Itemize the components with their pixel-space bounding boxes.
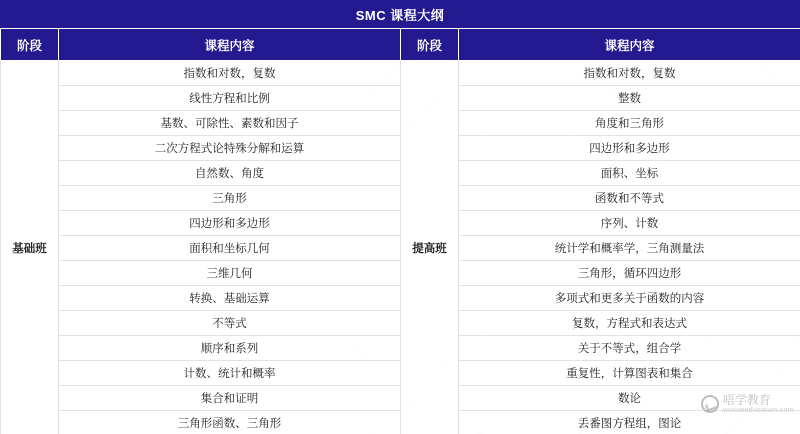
page-title xyxy=(0,0,800,28)
course-item-right: 丢番图方程组，图论 xyxy=(459,411,800,434)
table-row xyxy=(1,386,800,411)
watermark-sub: wuxueeducation.com xyxy=(722,406,794,414)
table-row xyxy=(1,286,800,311)
syllabus-table xyxy=(0,28,800,434)
table-row xyxy=(1,311,800,336)
course-item-right: 关于不等式，组合学 xyxy=(459,336,800,361)
course-item-left: 二次方程式论特殊分解和运算 xyxy=(59,136,401,161)
course-item-right: 重复性，计算图表和集合 xyxy=(459,361,800,386)
stage-cell-advanced: 提高班 xyxy=(401,61,459,434)
header-stage-left: 阶段 xyxy=(1,29,59,61)
course-item-right: 统计学和概率学，三角测量法 xyxy=(459,236,800,261)
table-row xyxy=(1,211,800,236)
course-item-right: 角度和三角形 xyxy=(459,111,800,136)
course-item-right: 复数，方程式和表达式 xyxy=(459,311,800,336)
course-item-left: 面积和坐标几何 xyxy=(59,236,401,261)
page-title-text: SMC 课程大纲 xyxy=(355,7,445,23)
course-item-left: 三维几何 xyxy=(59,261,401,286)
table-row xyxy=(1,236,800,261)
course-item-left: 计数、统计和概率 xyxy=(59,361,401,386)
table-row xyxy=(1,161,800,186)
course-item-left: 三角形函数、三角形 xyxy=(59,411,401,434)
table-row xyxy=(1,261,800,286)
course-item-right: 函数和不等式 xyxy=(459,186,800,211)
course-item-right: 序列、计数 xyxy=(459,211,800,236)
course-item-right: 四边形和多边形 xyxy=(459,136,800,161)
course-item-right: 指数和对数，复数 xyxy=(459,61,800,86)
header-content-left: 课程内容 xyxy=(59,29,401,61)
course-item-left: 四边形和多边形 xyxy=(59,211,401,236)
table-row xyxy=(1,111,800,136)
course-item-right: 整数 xyxy=(459,86,800,111)
course-item-left: 集合和证明 xyxy=(59,386,401,411)
table-row xyxy=(1,361,800,386)
course-item-left: 三角形 xyxy=(59,186,401,211)
course-item-left: 线性方程和比例 xyxy=(59,86,401,111)
course-item-left: 指数和对数，复数 xyxy=(59,61,401,86)
table-row xyxy=(1,336,800,361)
course-item-right: 数论 xyxy=(459,386,800,411)
header-content-right: 课程内容 xyxy=(459,29,800,61)
header-stage-right: 阶段 xyxy=(401,29,459,61)
course-item-left: 基数、可除性、素数和因子 xyxy=(59,111,401,136)
header-row xyxy=(1,29,800,61)
course-item-right: 多项式和更多关于函数的内容 xyxy=(459,286,800,311)
course-item-left: 顺序和系列 xyxy=(59,336,401,361)
table-header xyxy=(1,29,800,61)
table-row xyxy=(1,411,800,434)
course-item-left: 转换、基础运算 xyxy=(59,286,401,311)
table-row xyxy=(1,136,800,161)
table-row xyxy=(1,186,800,211)
course-item-right: 面积、坐标 xyxy=(459,161,800,186)
stage-cell-basic: 基础班 xyxy=(1,61,59,434)
course-item-left: 不等式 xyxy=(59,311,401,336)
course-item-left: 自然数、角度 xyxy=(59,161,401,186)
table-body xyxy=(1,61,800,434)
course-item-right: 三角形，循环四边形 xyxy=(459,261,800,286)
table-row xyxy=(1,86,800,111)
table-row xyxy=(1,61,800,86)
watermark-name: 唔学教育 xyxy=(722,393,771,408)
